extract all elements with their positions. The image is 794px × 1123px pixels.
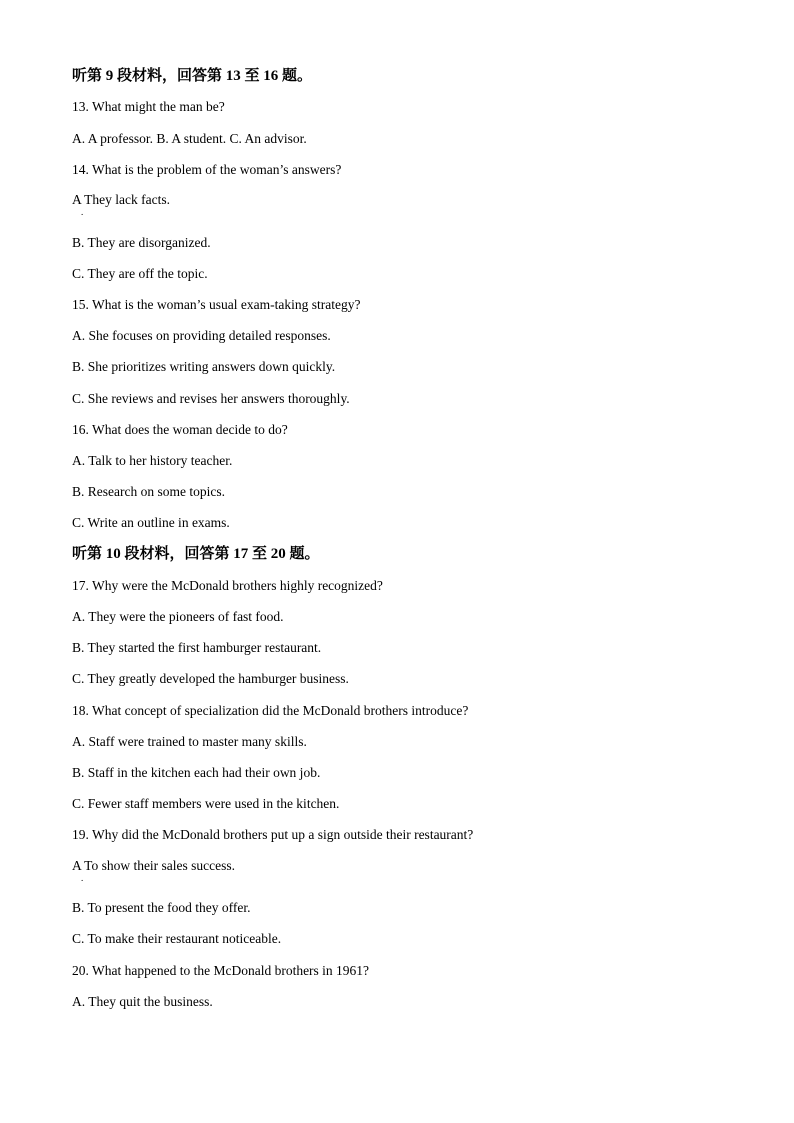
question-19-option-c: C. To make their restaurant noticeable.: [72, 931, 282, 946]
question-17-option-a: A. They were the pioneers of fast food.: [72, 609, 284, 624]
option-a-dot-mark: .: [81, 207, 84, 217]
question-14-option-a: A They lack facts.: [72, 192, 170, 207]
question-20: 20. What happened to the McDonald brothers in 1961?: [72, 963, 370, 978]
question-13-options: A. A professor. B. A student. C. An advisor.: [72, 131, 307, 146]
question-13: 13. What might the man be?: [72, 99, 225, 114]
option-a-dot-mark: .: [81, 873, 84, 883]
question-20-option-a: A. They quit the business.: [72, 994, 213, 1009]
question-16-option-a: A. Talk to her history teacher.: [72, 453, 233, 468]
question-14: 14. What is the problem of the woman’s answers?: [72, 162, 342, 177]
question-18-option-a: A. Staff were trained to master many skills.: [72, 734, 307, 749]
question-19-option-a: A To show their sales success.: [72, 858, 236, 873]
question-14-option-b: B. They are disorganized.: [72, 235, 211, 250]
question-15-option-a: A. She focuses on providing detailed responses.: [72, 328, 331, 343]
question-15: 15. What is the woman’s usual exam-taking strategy?: [72, 297, 361, 312]
question-15-option-c: C. She reviews and revises her answers thoroughly.: [72, 391, 350, 406]
section-10-heading: 听第 10 段材料，回答第 17 至 20 题。: [72, 546, 320, 562]
question-15-option-b: B. She prioritizes writing answers down quickly.: [72, 359, 336, 374]
question-16: 16. What does the woman decide to do?: [72, 422, 288, 437]
question-17-option-b: B. They started the first hamburger restaurant.: [72, 640, 322, 655]
question-14-option-c: C. They are off the topic.: [72, 266, 208, 281]
question-17: 17. Why were the McDonald brothers highly recognized?: [72, 578, 383, 593]
section-9-heading: 听第 9 段材料，回答第 13 至 16 题。: [72, 68, 313, 84]
question-18: 18. What concept of specialization did the McDonald brothers introduce?: [72, 703, 469, 718]
question-16-option-b: B. Research on some topics.: [72, 484, 225, 499]
question-17-option-c: C. They greatly developed the hamburger business.: [72, 671, 349, 686]
question-16-option-c: C. Write an outline in exams.: [72, 515, 230, 530]
question-18-option-c: C. Fewer staff members were used in the kitchen.: [72, 796, 340, 811]
question-19-option-b: B. To present the food they offer.: [72, 900, 251, 915]
question-18-option-b: B. Staff in the kitchen each had their own job.: [72, 765, 321, 780]
question-19: 19. Why did the McDonald brothers put up a sign outside their restaurant?: [72, 827, 474, 842]
